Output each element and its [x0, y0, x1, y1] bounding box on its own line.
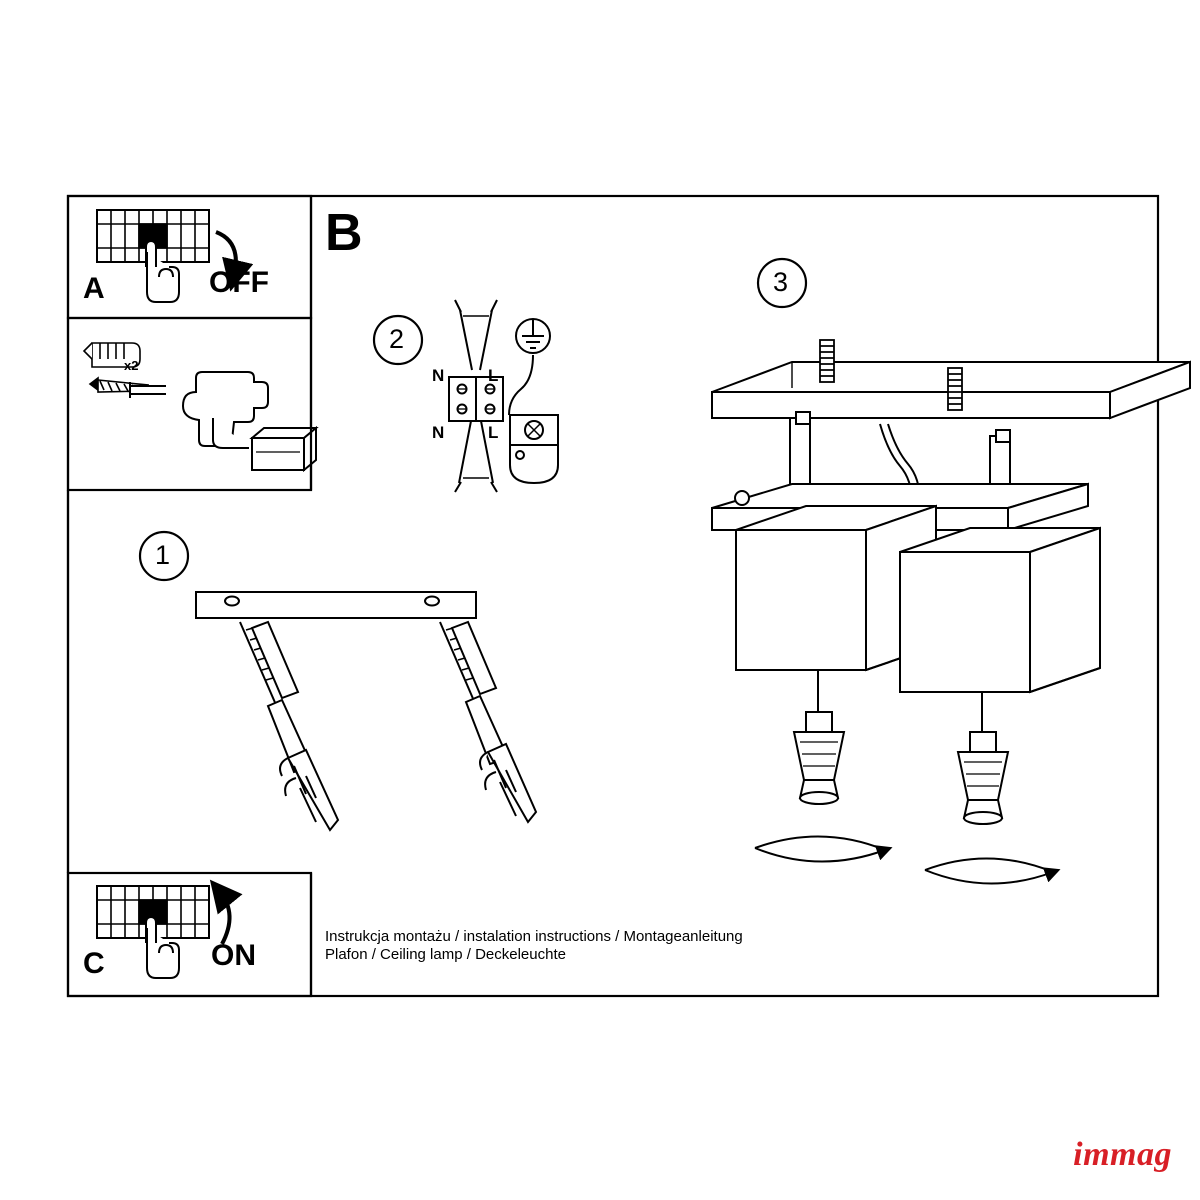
step-1-number: 1 — [155, 540, 171, 570]
step-3-number: 3 — [773, 267, 789, 297]
terminal-n-bottom-label: N — [432, 423, 445, 442]
arrow-up-curved-icon — [220, 892, 230, 944]
gu10-bulb-right-icon — [958, 692, 1008, 824]
screw-right-icon — [440, 622, 508, 764]
screw-left-icon — [240, 622, 312, 772]
mounting-plate-icon — [196, 592, 476, 618]
terminal-l-bottom-label: L — [488, 423, 499, 442]
rotation-arrow-left-icon — [755, 836, 885, 861]
terminal-l-top-label: L — [488, 366, 499, 385]
caption-line-2: Plafon / Ceiling lamp / Deckeleuchte — [325, 946, 566, 963]
earth-ground-symbol-icon — [516, 319, 550, 353]
power-on-label: ON — [211, 939, 256, 972]
brand-logo: immag — [1073, 1136, 1172, 1173]
panel-a-letter: A — [83, 272, 105, 305]
panel-c-letter: C — [83, 947, 105, 980]
ceiling-screw-right-icon — [948, 368, 962, 410]
caption-line-1: Instrukcja montażu / instalation instructions / Montageanleitung — [325, 928, 743, 945]
step-2-number: 2 — [389, 324, 405, 354]
ceiling-screw-left-icon — [820, 340, 834, 382]
power-drill-icon — [130, 372, 316, 470]
power-off-label: OFF — [209, 266, 269, 299]
junction-box-icon — [509, 355, 558, 483]
terminal-n-top-label: N — [432, 366, 445, 385]
gu10-bulb-left-icon — [794, 670, 844, 804]
quantity-label: x2 — [124, 358, 139, 373]
terminal-block-icon — [449, 300, 503, 492]
lamp-shade-right-icon — [900, 528, 1100, 692]
rotation-arrow-right-icon — [925, 858, 1053, 883]
panel-b-letter: B — [325, 204, 363, 262]
wall-plug-left-icon — [280, 750, 338, 830]
